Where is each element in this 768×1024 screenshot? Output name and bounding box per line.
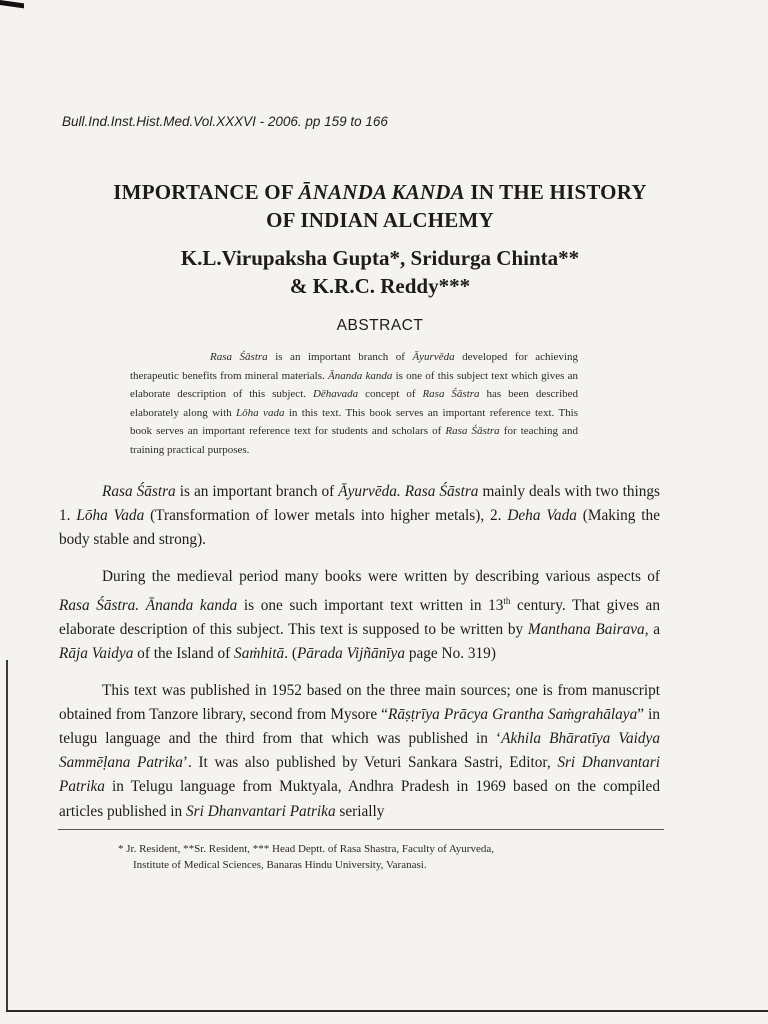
scan-edge-line-bottom bbox=[6, 1010, 768, 1012]
body-run: century. That gives an elaborate description of this subject. This text is supposed to be written by bbox=[59, 596, 660, 639]
body-term: Pārada Vijñānīya bbox=[296, 645, 405, 663]
abstract-text bbox=[130, 348, 578, 460]
body-term: Āyurvēda. Rasa Śāstra bbox=[338, 483, 479, 500]
body-run: . ( bbox=[284, 645, 297, 663]
scan-edge-line-left bbox=[6, 660, 8, 1010]
title-text: IN THE HISTORY bbox=[464, 180, 647, 204]
abstract-term: Rasa Śāstra bbox=[445, 425, 500, 438]
title-text: IMPORTANCE OF bbox=[113, 180, 299, 204]
body-run: is an important branch of bbox=[175, 483, 339, 500]
authors-line-2: & K.R.C. Reddy*** bbox=[289, 274, 471, 298]
footnote-line-1: * Jr. Resident, **Sr. Resident, *** Head Deptt. of Rasa Shastra, Faculty of Ayurveda, bbox=[118, 843, 494, 855]
footnote bbox=[118, 841, 618, 873]
scan-corner-mark bbox=[0, 0, 24, 8]
abstract-heading: ABSTRACT bbox=[336, 317, 424, 334]
body-run: , a bbox=[644, 621, 660, 639]
body-run: serially bbox=[335, 802, 385, 820]
abstract-run: concept of bbox=[358, 388, 423, 401]
paper-title bbox=[40, 178, 720, 234]
abstract-term: Āyurvēda bbox=[412, 351, 455, 363]
abstract-run: is one of this subject text which gives an elaborate description of this subject. bbox=[130, 369, 578, 401]
body-term: Sri Dhanvantari Patrika bbox=[186, 802, 336, 820]
abstract-run: in this text. This book serves an important reference text. This book serves an important reference text for students and scholars of bbox=[130, 406, 579, 438]
abstract-term: Ānanda kanda bbox=[327, 369, 393, 382]
body-run: During the medieval period many books were written by describing various aspects of bbox=[102, 567, 660, 585]
body-term: Lōha Vada bbox=[76, 507, 145, 525]
body-paragraph-1 bbox=[59, 480, 660, 553]
abstract-term: Lōha vada bbox=[236, 406, 285, 419]
author-list bbox=[40, 244, 720, 300]
body-run: is one such important text written in 13 bbox=[237, 596, 504, 614]
authors-line-1: K.L.Virupaksha Gupta*, Sridurga Chinta** bbox=[180, 246, 580, 270]
body-term: Rāṣṭrīya Prācya Grantha Saṁgrahālaya bbox=[387, 705, 638, 723]
title-line-1 bbox=[40, 178, 720, 206]
body-run: ” in telugu language and the third from that which was published in ‘ bbox=[59, 705, 661, 747]
body-paragraph-2 bbox=[59, 565, 660, 667]
journal-citation: Bull.Ind.Inst.Hist.Med.Vol.XXXVI - 2006. pp 159 to 166 bbox=[62, 114, 388, 129]
body-text bbox=[59, 480, 660, 836]
body-term: Deha Vada bbox=[507, 507, 577, 525]
body-run: This text was published in 1952 based on the three main sources; one is from manuscript obtained from Tanzore library, second from Mysore “ bbox=[59, 681, 660, 723]
ordinal-superscript: th bbox=[503, 595, 511, 606]
body-run: ’. It was also published by Veturi Sankara Sastri, Editor, bbox=[182, 754, 558, 772]
body-run: of the Island of bbox=[133, 645, 235, 663]
abstract-run: for teaching and training practical purposes. bbox=[130, 425, 579, 456]
body-run: mainly deals with two things 1. bbox=[59, 483, 660, 525]
abstract-term: Rasa Śāstra bbox=[210, 351, 268, 363]
title-line-2: OF INDIAN ALCHEMY bbox=[266, 208, 494, 232]
body-run: (Making the body stable and strong). bbox=[59, 507, 660, 549]
body-run: in Telugu language from Muktyala, Andhra Pradesh in 1969 based on the compiled articles published in bbox=[59, 778, 660, 820]
abstract-term: Rasa Śāstra bbox=[422, 388, 480, 401]
body-term: Manthana Bairava bbox=[527, 621, 645, 639]
abstract-term: Dēhavada bbox=[312, 388, 359, 401]
body-term: Sri Dhanvantari Patrika bbox=[59, 754, 660, 796]
body-term: Rasa Śāstra. Ānanda kanda bbox=[59, 596, 238, 614]
abstract-run: developed for achieving therapeutic benefits from mineral materials. bbox=[130, 351, 578, 382]
footnote-divider bbox=[58, 829, 664, 830]
body-run: page No. 319) bbox=[405, 645, 496, 663]
abstract-run: has been described elaborately along with bbox=[130, 388, 579, 419]
body-paragraph-3 bbox=[59, 679, 660, 824]
body-term: Rāja Vaidya bbox=[59, 645, 134, 663]
abstract-run: is an important branch of bbox=[267, 351, 413, 363]
body-term: Saṁhitā bbox=[234, 645, 285, 663]
body-run: (Transformation of lower metals into higher metals), 2. bbox=[144, 507, 508, 525]
title-italic-text: ĀNANDA KANDA bbox=[298, 180, 465, 204]
footnote-line-2: Institute of Medical Sciences, Banaras Hindu University, Varanasi. bbox=[133, 859, 427, 871]
body-term: Akhila Bhāratīya Vaidya Sammēḷana Patrika bbox=[59, 729, 660, 772]
body-term: Rasa Śāstra bbox=[102, 483, 176, 500]
